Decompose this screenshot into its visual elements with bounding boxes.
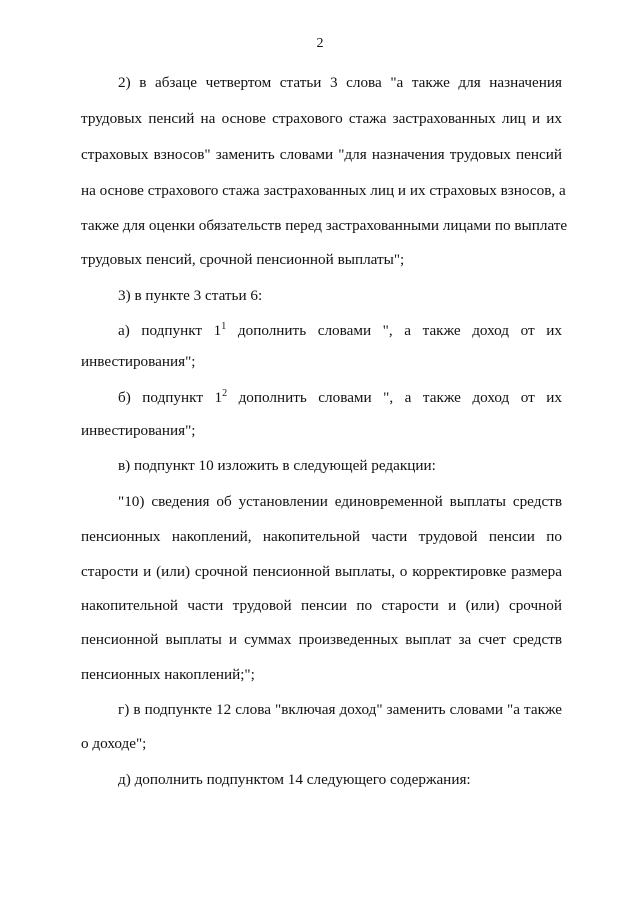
paragraph-2-line-6: трудовых пенсий, срочной пенсионной выплаты"; [81,251,405,268]
item-10-line-2: пенсионных накоплений, накопительной части трудовой пенсии по [81,528,562,545]
subparagraph-b-line-2: инвестирования"; [81,422,196,439]
subparagraph-a-text-start: а) подпункт 1 [118,322,222,339]
subparagraph-a-line-2: инвестирования"; [81,353,196,370]
page-number: 2 [316,36,324,51]
subparagraph-a-text-end: дополнить словами ", а также доход от их [226,322,562,339]
subparagraph-a-superscript: 1 [221,320,227,332]
subparagraph-g-line-2: о доходе"; [81,735,147,752]
paragraph-2-line-2: трудовых пенсий на основе страхового стажа застрахованных лиц и их [81,110,562,127]
paragraph-3-line-1: 3) в пункте 3 статьи 6: [118,287,263,304]
item-10-line-1: "10) сведения об установлении единовременной выплаты средств [118,493,562,510]
subparagraph-a-line-1 [118,322,562,340]
subparagraph-b-line-1 [118,389,562,407]
paragraph-2-line-5: также для оценки обязательств перед застрахованными лицами по выплате [81,217,568,234]
paragraph-2-line-4: на основе страхового стажа застрахованных лиц и их страховых взносов, а [81,182,566,199]
item-10-line-4: накопительной части трудовой пенсии по старости и (или) срочной [81,597,562,614]
subparagraph-b-text-start: б) подпункт 1 [118,389,223,406]
item-10-line-3: старости и (или) срочной пенсионной выплаты, о корректировке размера [81,563,562,580]
paragraph-2-line-1: 2) в абзаце четвертом статьи 3 слова "а также для назначения [118,74,562,91]
subparagraph-b-text-end: дополнить словами ", а также доход от их [227,389,562,406]
subparagraph-v-line-1: в) подпункт 10 изложить в следующей редакции: [118,457,436,474]
item-10-line-5: пенсионной выплаты и суммах произведенных выплат за счет средств [81,631,562,648]
subparagraph-d-line-1: д) дополнить подпунктом 14 следующего содержания: [118,771,471,788]
item-10-line-6: пенсионных накоплений;"; [81,666,255,683]
subparagraph-b-superscript: 2 [222,387,228,399]
subparagraph-g-line-1: г) в подпункте 12 слова "включая доход" заменить словами "а также [118,701,562,718]
paragraph-2-line-3: страховых взносов" заменить словами "для назначения трудовых пенсий [81,146,562,163]
